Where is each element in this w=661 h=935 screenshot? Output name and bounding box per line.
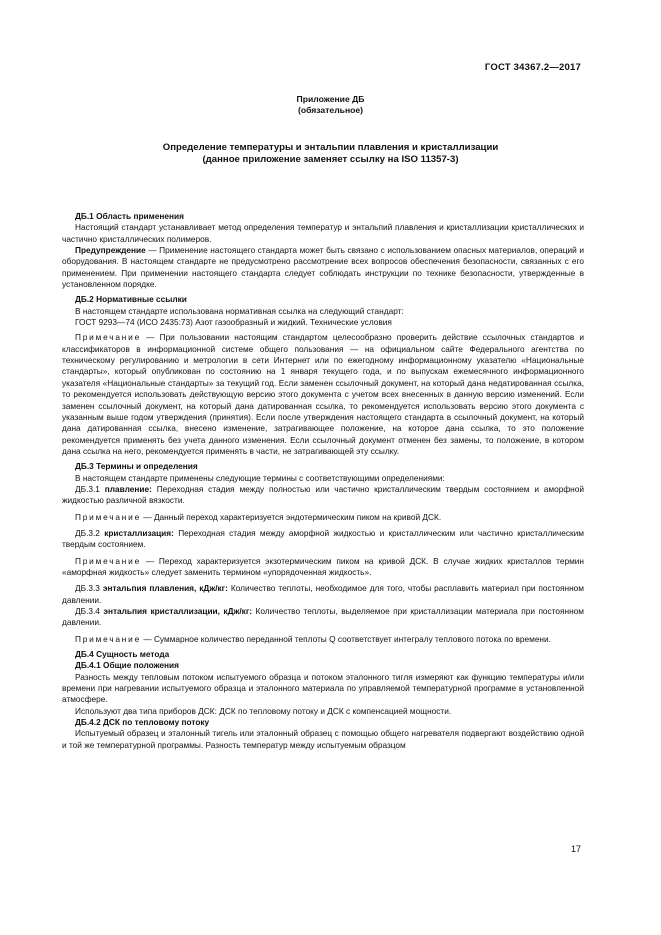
paragraph: Настоящий стандарт устанавливает метод определения температур и энтальпий плавления и кристаллизации кристаллических и частично кристаллических полимеров. [62, 222, 584, 244]
term-number: ДБ.3.4 [75, 606, 104, 616]
paragraph: Испытуемый образец и эталонный тигель или эталонный образец с помощью общего нагревателя подвергают воздействию одной и той же температурной программы. Разность температур между испытуемым образцом [62, 728, 584, 750]
section-heading: ДБ.1 Область применения [75, 211, 184, 221]
note-label: Примечание [75, 511, 142, 522]
section-heading: ДБ.3 Термины и определения [75, 461, 198, 472]
note-text: — При пользовании настоящим стандартом целесообразно проверить действие ссылочных стандартов и классификаторов в информационной системе общего пользования — на официальном сайте Федерального агентства по техническому регулированию и метрологии в сети Интернет или по ежегодному информационному указателю «Национальные стандарты», который опубликован по состоянию на 1 января текущего года, и по выпускам ежемесячного информационного указателя «Национальные стандарты» за текущий год. Если заменен ссылочный документ, на который дана недатированная ссылка, то рекомендуется использовать действующую версию этого документа с учетом всех внесенных в данную версию изменений. Если заменен ссылочный документ, на который дана датированная ссылка, то рекомендуется использовать версию этого документа с указанным выше годом утверждения (принятия). Если после утверждения настоящего стандарта в ссылочный документ, на который дана датированная ссылка, внесено изменение, затрагивающее положение, на которое дана ссылка, то это положение рекомендуется применять без учета данного изменения. Если ссылочный документ отменен без замены, то положение, в котором дана ссылка на него, рекомендуется применять в части, не затрагивающей эту ссылку. [62, 332, 584, 456]
note-paragraph [62, 556, 584, 579]
section-heading: ДБ.4 Сущность метода [75, 649, 170, 660]
term-definition [62, 583, 584, 606]
note-text: — Переход характеризуется экзотермическим пиком на кривой ДСК. В случае жидких кристаллов термин «аморфная жидкость» следует заменить термином «упорядоченная жидкость». [62, 555, 584, 577]
note-paragraph [62, 512, 584, 523]
section-heading: ДБ.2 Нормативные ссылки [75, 294, 187, 305]
term-text: Количество теплоты, выделяемое при кристаллизации материала при постоянном давлении. [62, 606, 584, 628]
term-name: кристаллизация: [104, 527, 174, 538]
term-text: Переходная стадия между аморфной жидкостью и кристаллическим или частично кристаллическим твердым состоянием. [62, 527, 584, 550]
note-text: — Данный переход характеризуется эндотермическим пиком на кривой ДСК. [141, 511, 442, 522]
note-paragraph [62, 332, 584, 457]
appendix-title: Приложение ДБ [296, 94, 365, 104]
subsection-heading: ДБ.4.2 ДСК по тепловому потоку [75, 717, 210, 728]
note-paragraph [62, 634, 584, 645]
term-name: энтальпия кристаллизации, кДж/кг: [103, 606, 253, 616]
paragraph: В настоящем стандарте использована нормативная ссылка на следующий стандарт: [75, 305, 404, 316]
page-number: 17 [570, 844, 581, 854]
term-definition [62, 484, 584, 507]
doc-title: Определение температуры и энтальпии плавления и кристаллизации [162, 142, 499, 153]
term-text: Количество теплоты, необходимое для того, чтобы расплавить материал при постоянном давлении. [62, 583, 584, 605]
standard-code: ГОСТ 34367.2—2017 [484, 62, 581, 73]
warning-text: — Применение настоящего стандарта может быть связано с использованием опасных материалов, операций и оборудования. В настоящем стандарте не предусмотрено рассмотрение всех вопросов обеспечения безопасности, связанных с его применением. При применении настоящего стандарта следует соблюдать инструкции по технике безопасности, утвержденные в установленном порядке. [62, 245, 584, 290]
reference-item: ГОСТ 9293—74 (ИСО 2435:73) Азот газообразный и жидкий. Технические условия [75, 317, 392, 328]
term-number: ДБ.3.3 [75, 583, 103, 594]
doc-subtitle: (данное приложение заменяет ссылку на ISO 11357-3) [202, 154, 459, 165]
term-text: Переходная стадия между полностью или частично кристаллическим твердым состоянием и аморфной жидкостью различной вязкости. [62, 483, 584, 506]
term-name: энтальпия плавления, кДж/кг: [102, 583, 228, 594]
paragraph: Используют два типа приборов ДСК: ДСК по тепловому потоку и ДСК с компенсацией мощности. [75, 705, 452, 716]
document-body [62, 211, 584, 751]
paragraph: В настоящем стандарте применены следующие термины с соответствующими определениями: [75, 472, 445, 483]
term-definition [62, 606, 584, 629]
warning-paragraph [62, 245, 584, 290]
note-label: Примечание [75, 633, 142, 644]
note-label: Примечание [75, 555, 142, 566]
subsection-heading: ДБ.4.1 Общие положения [75, 660, 179, 671]
appendix-subtitle: (обязательное) [297, 105, 364, 115]
note-label: Примечание [75, 332, 142, 343]
paragraph: Разность между тепловым потоком испытуемого образца и потоком эталонного тигля измеряют как функцию температуры и/или времени при нагревании испытуемого образца и эталонного материала по управляемой температурной программе в установленной атмосфере. [62, 671, 584, 705]
warning-label: Предупреждение [75, 245, 146, 256]
term-number: ДБ.3.2 [75, 527, 105, 538]
term-number: ДБ.3.1 [75, 483, 105, 494]
note-text: — Суммарное количество переданной теплоты Q соответствует интегралу теплового потока по времени. [141, 633, 551, 644]
term-definition [62, 528, 584, 551]
term-name: плавление: [104, 483, 152, 494]
